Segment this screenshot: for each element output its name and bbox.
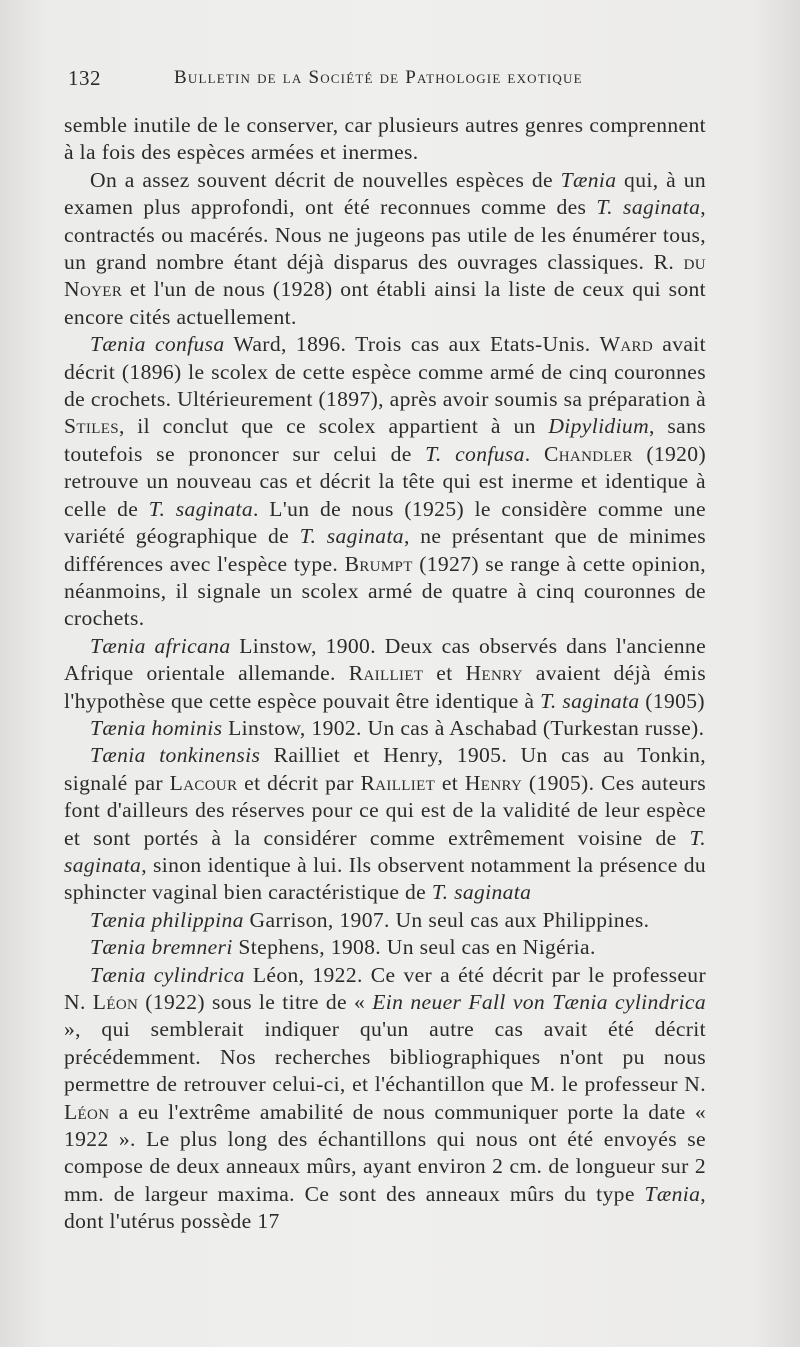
text-run: (1905) — [639, 688, 705, 713]
italic-text: Tænia — [560, 167, 617, 192]
italic-text: T. saginata — [431, 880, 532, 905]
italic-text: T. saginata — [299, 524, 404, 549]
body-text — [64, 112, 706, 1236]
text-run: Léon, 1922. Ce ver a été décrit par le professeur N. — [64, 962, 706, 1014]
text-run: avaient déjà émis l'hypothèse que cette espèce pouvait être identique à — [64, 661, 706, 713]
text-run: a eu l'extrême amabilité de nous communiquer porte la date « 1922 ». Le plus long des échantillons qui nous ont été envoyés se compose de deux anneaux mûrs, ayant environ 2 cm. de longueur sur 2 mm. de largeur maxima. Ce sont des anneaux mûrs du type — [64, 1099, 706, 1206]
page-number: 132 — [68, 66, 101, 90]
smallcaps-name: Ward — [599, 332, 654, 357]
italic-text: T. saginata — [148, 496, 253, 521]
paragraph — [64, 112, 706, 167]
paragraph — [64, 167, 706, 331]
paragraph — [64, 331, 706, 632]
italic-text: Tænia hominis — [90, 715, 223, 740]
text-run: et — [435, 770, 465, 795]
smallcaps-name: Henry — [465, 661, 523, 686]
smallcaps-name: Léon — [64, 1099, 110, 1124]
text-run: Ward, 1896. Trois cas aux Etats-Unis. — [224, 332, 600, 357]
text-run: . L'un de nous (1925) le considère comme une variété géographique de — [64, 496, 706, 549]
italic-text: Tænia cylindrica — [90, 962, 245, 987]
running-title: Bulletin de la Société de Pathologie exotique — [174, 67, 583, 88]
text-run: , il conclut que ce scolex appartient à un — [118, 414, 549, 439]
text-run: et l'un de nous (1928) ont établi ainsi la liste de ceux qui sont encore cités actuellement. — [64, 277, 706, 329]
italic-text: T. confusa — [425, 441, 525, 466]
text-run: , dont l'utérus possède 17 — [64, 1181, 706, 1234]
text-run: (1920) retrouve un nouveau cas et décrit la tête qui est inerme et identique à celle de — [64, 441, 706, 521]
italic-text: T. saginata — [540, 688, 640, 713]
text-run: avait décrit (1896) le scolex de cette espèce comme armé de cinq couronnes de crochets. Ultérieurement (1897), après avoir soumis sa préparation à — [64, 332, 706, 412]
text-run: , sinon identique à lui. Ils observent notamment la présence du sphincter vaginal bien caractéristique de — [64, 852, 706, 905]
italic-text: Tænia — [644, 1181, 701, 1206]
text-run: Stephens, 1908. Un seul cas en Nigéria. — [232, 935, 596, 960]
text-run: . — [524, 441, 544, 466]
italic-text: Tænia tonkinensis — [90, 743, 261, 768]
italic-text: Ein neuer Fall von Tænia cylindrica — [372, 990, 706, 1014]
smallcaps-name: Henry — [464, 770, 523, 795]
text-run: et — [423, 661, 466, 686]
italic-text: T. saginata — [596, 195, 701, 220]
smallcaps-name: Lacour — [169, 770, 238, 795]
text-run: , sans toutefois se prononcer sur celui de — [64, 414, 706, 466]
paragraph — [64, 907, 706, 934]
paragraph — [64, 715, 706, 742]
paragraph — [64, 934, 706, 961]
smallcaps-name: Brumpt — [344, 551, 413, 576]
text-run: (1905). Ces auteurs font d'ailleurs des réserves pour ce qui est de la validité de leur espèce et sont portés à la considérer comme extrêmement voisine de — [64, 770, 707, 850]
text-run: semble inutile de le conserver, car plusieurs autres genres comprennent à la fois des espèces armées et inermes. — [64, 113, 706, 165]
smallcaps-name: Chandler — [543, 441, 633, 466]
paragraph — [64, 633, 706, 715]
text-run: , contractés ou macérés. Nous ne jugeons pas utile de les énumérer tous, un grand nombre étant déjà disparus des ouvrages classiques. R. — [64, 195, 706, 275]
text-run: Linstow, 1900. Deux cas observés dans l'ancienne Afrique orientale allemande. — [64, 633, 706, 686]
text-run: qui, à un examen plus approfondi, ont été reconnues comme des — [64, 167, 706, 220]
text-run: On a assez souvent décrit de nouvelles espèces de — [90, 167, 561, 192]
smallcaps-name: Railliet — [360, 770, 436, 795]
page-header — [68, 66, 708, 94]
italic-text: T. saginata — [64, 825, 706, 877]
smallcaps-name: Léon — [92, 990, 139, 1014]
text-run: et décrit par — [237, 770, 361, 795]
text-run: (1927) se range à cette opinion, néanmoins, il signale un scolex armé de quatre à cinq couronnes de crochets. — [64, 551, 706, 631]
text-run: (1922) sous le titre de « — [138, 990, 373, 1014]
text-run: », qui semblerait indiquer qu'un autre cas avait été décrit précédemment. Nos recherches bibliographiques n'ont pu nous permettre de retrouver celui-ci, et l'échantillon que M. le professeur N. — [64, 1017, 706, 1097]
smallcaps-name: du Noyer — [64, 250, 706, 302]
text-run: Railliet et Henry, 1905. Un cas au Tonkin, signalé par — [64, 743, 706, 795]
smallcaps-name: Stiles — [64, 414, 119, 439]
paragraph — [64, 962, 706, 1236]
italic-text: Dipylidium — [548, 414, 650, 439]
italic-text: Tænia philippina — [90, 907, 244, 932]
italic-text: Tænia africana — [90, 633, 231, 658]
smallcaps-name: Railliet — [348, 661, 424, 686]
italic-text: Tænia confusa — [90, 332, 225, 357]
text-run: , ne présentant que de minimes différences avec l'espèce type. — [64, 524, 706, 576]
paragraph — [64, 742, 706, 906]
text-run: Garrison, 1907. Un seul cas aux Philippines. — [243, 907, 650, 932]
italic-text: Tænia bremneri — [90, 935, 233, 960]
text-run: Linstow, 1902. Un cas à Aschabad (Turkestan russe). — [222, 715, 705, 740]
